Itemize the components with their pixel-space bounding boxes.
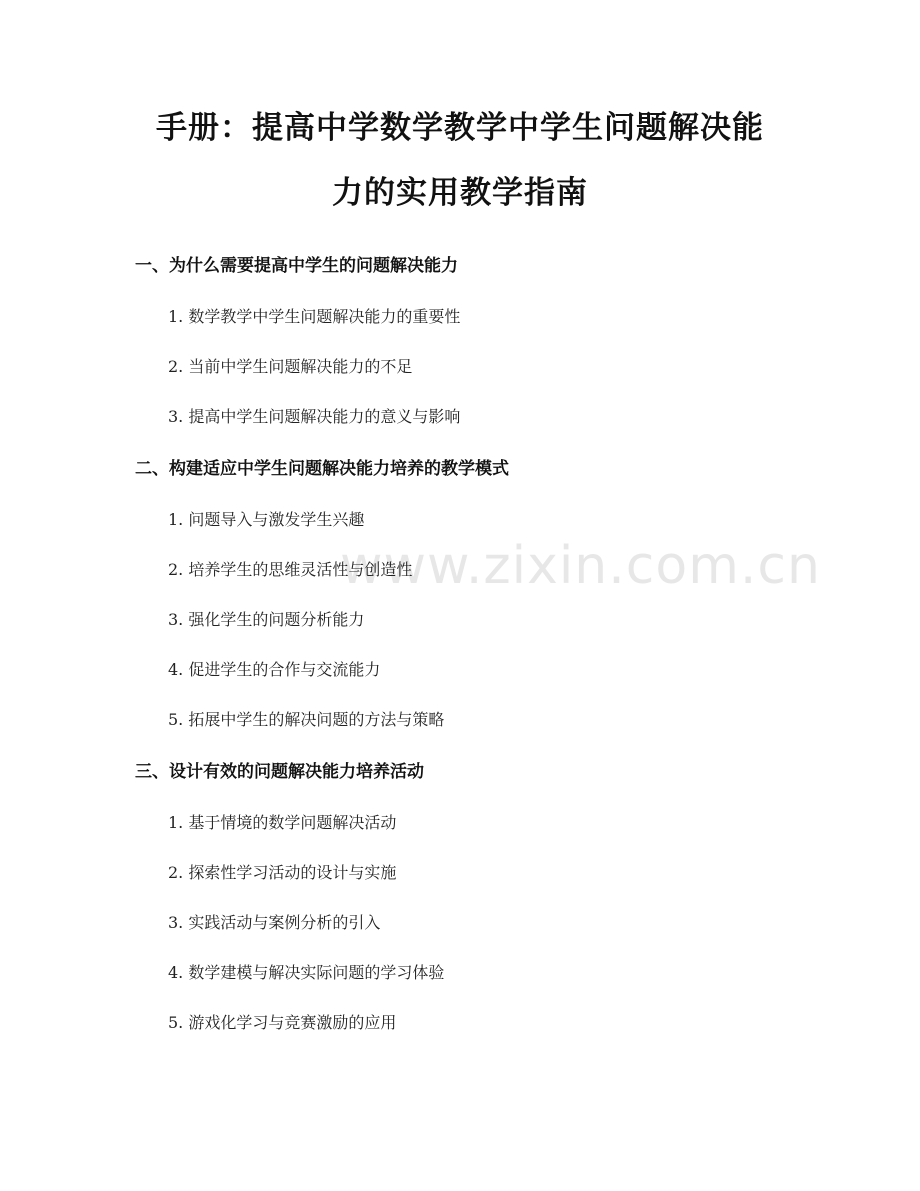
list-item: 1. 数学教学中学生问题解决能力的重要性 bbox=[168, 307, 461, 326]
list-item: 1. 基于情境的数学问题解决活动 bbox=[168, 813, 397, 832]
list-item: 4. 促进学生的合作与交流能力 bbox=[168, 660, 381, 679]
section-heading-3: 三、设计有效的问题解决能力培养活动 bbox=[135, 762, 424, 782]
list-item: 3. 提高中学生问题解决能力的意义与影响 bbox=[168, 407, 461, 426]
document-title-line-2: 力的实用教学指南 bbox=[332, 175, 588, 211]
list-item: 2. 当前中学生问题解决能力的不足 bbox=[168, 357, 413, 376]
list-item: 5. 拓展中学生的解决问题的方法与策略 bbox=[168, 710, 445, 729]
list-item: 4. 数学建模与解决实际问题的学习体验 bbox=[168, 963, 445, 982]
document-title-line-1: 手册：提高中学数学教学中学生问题解决能 bbox=[156, 110, 764, 146]
section-heading-1: 一、为什么需要提高中学生的问题解决能力 bbox=[135, 256, 458, 276]
watermark-text: www.zixin.com.cn bbox=[340, 536, 821, 596]
list-item: 3. 实践活动与案例分析的引入 bbox=[168, 913, 381, 932]
list-item: 2. 培养学生的思维灵活性与创造性 bbox=[168, 560, 413, 579]
list-item: 5. 游戏化学习与竞赛激励的应用 bbox=[168, 1013, 397, 1032]
list-item: 3. 强化学生的问题分析能力 bbox=[168, 610, 365, 629]
list-item: 2. 探索性学习活动的设计与实施 bbox=[168, 863, 397, 882]
section-heading-2: 二、构建适应中学生问题解决能力培养的教学模式 bbox=[135, 459, 509, 479]
list-item: 1. 问题导入与激发学生兴趣 bbox=[168, 510, 365, 529]
